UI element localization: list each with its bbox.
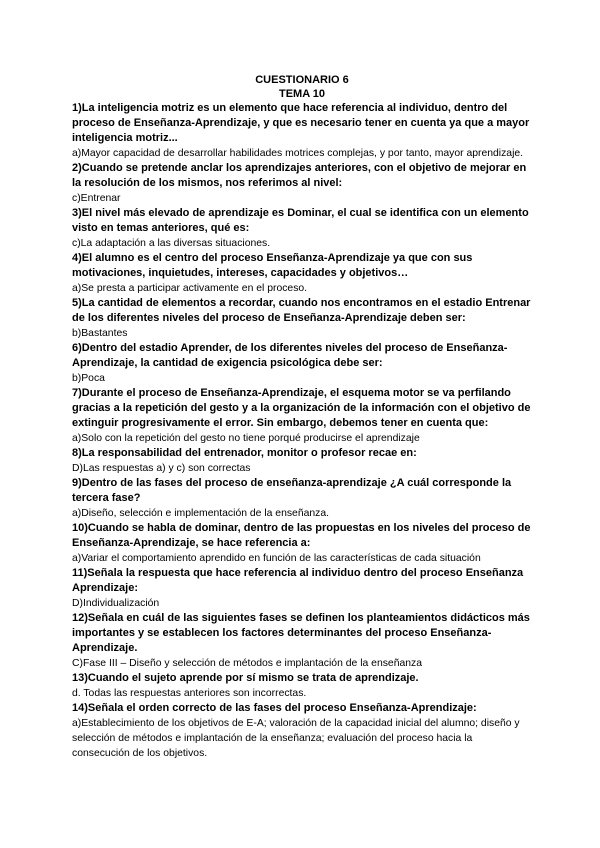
question-2: 2)Cuando se pretende anclar los aprendizajes anteriores, con el objetivo de mejorar en la resolución de los mismos, nos referimos al nivel:: [72, 162, 527, 189]
answer-12: C)Fase III – Diseño y selección de métodos e implantación de la enseñanza: [72, 658, 423, 669]
answer-3: c)La adaptación a las diversas situaciones.: [72, 238, 271, 249]
answer-13: d. Todas las respuestas anteriores son incorrectas.: [72, 688, 307, 699]
question-4: 4)El alumno es el centro del proceso Enseñanza-Aprendizaje ya que con sus motivaciones, inquietudes, intereses, capacidades y objetivos…: [72, 252, 473, 279]
answer-8: D)Las respuestas a) y c) son correctas: [72, 463, 251, 474]
question-14: 14)Señala el orden correcto de las fases del proceso Enseñanza-Aprendizaje:: [72, 702, 477, 714]
document-title: CUESTIONARIO 6: [255, 74, 349, 86]
document-page: [72, 73, 532, 761]
question-1: 1)La inteligencia motriz es un elemento que hace referencia al individuo, dentro del proceso de Enseñanza-Aprendizaje, y que es necesario tener en cuenta ya que a mayor inteligencia motriz...: [72, 102, 530, 144]
answer-4: a)Se presta a participar activamente en el proceso.: [72, 283, 308, 294]
answer-14: a)Establecimiento de los objetivos de E-A; valoración de la capacidad inicial del alumno; diseño y selección de métodos e implantación de la enseñanza; evaluación del proceso hacia la consecución de los objetivos.: [72, 718, 520, 759]
question-7: 7)Durante el proceso de Enseñanza-Aprendizaje, el esquema motor se va perfilando gracias a la repetición del gesto y a la organización de la información con el objetivo de extinguir progresivamente el error. Sin embargo, debemos tener en cuenta que:: [72, 387, 531, 429]
question-3: 3)El nivel más elevado de aprendizaje es Dominar, el cual se identifica con un elemento visto en temas anteriores, qué es:: [72, 207, 529, 234]
answer-11: D)Individualización: [72, 598, 160, 609]
answer-9: a)Diseño, selección e implementación de la enseñanza.: [72, 508, 330, 519]
answer-10: a)Variar el comportamiento aprendido en función de las características de cada situación: [72, 553, 481, 564]
question-8: 8)La responsabilidad del entrenador, monitor o profesor recae en:: [72, 447, 417, 459]
question-11: 11)Señala la respuesta que hace referencia al individuo dentro del proceso Enseñanza Aprendizaje:: [72, 567, 524, 594]
question-12: 12)Señala en cuál de las siguientes fases se definen los planteamientos didácticos más importantes y se establecen los factores determinantes del proceso Enseñanza-Aprendizaje.: [72, 612, 530, 654]
question-9: 9)Dentro de las fases del proceso de enseñanza-aprendizaje ¿A cuál corresponde la tercera fase?: [72, 477, 512, 504]
question-10: 10)Cuando se habla de dominar, dentro de las propuestas en los niveles del proceso de Enseñanza-Aprendizaje, se hace referencia a:: [72, 522, 531, 549]
document-subtitle: TEMA 10: [278, 88, 326, 100]
question-13: 13)Cuando el sujeto aprende por sí mismo se trata de aprendizaje.: [72, 672, 419, 684]
answer-7: a)Solo con la repetición del gesto no tiene porqué producirse el aprendizaje: [72, 433, 420, 444]
question-5: 5)La cantidad de elementos a recordar, cuando nos encontramos en el estadio Entrenar de los diferentes niveles del proceso de Enseñanza-Aprendizaje deben ser:: [72, 297, 531, 324]
answer-1: a)Mayor capacidad de desarrollar habilidades motrices complejas, y por tanto, mayor aprendizaje.: [72, 148, 524, 159]
question-6: 6)Dentro del estadio Aprender, de los diferentes niveles del proceso de Enseñanza-Aprendizaje, la cantidad de exigencia psicológica debe ser:: [72, 342, 508, 369]
answer-6: b)Poca: [72, 373, 105, 384]
answer-2: c)Entrenar: [72, 193, 121, 204]
answer-5: b)Bastantes: [72, 328, 128, 339]
